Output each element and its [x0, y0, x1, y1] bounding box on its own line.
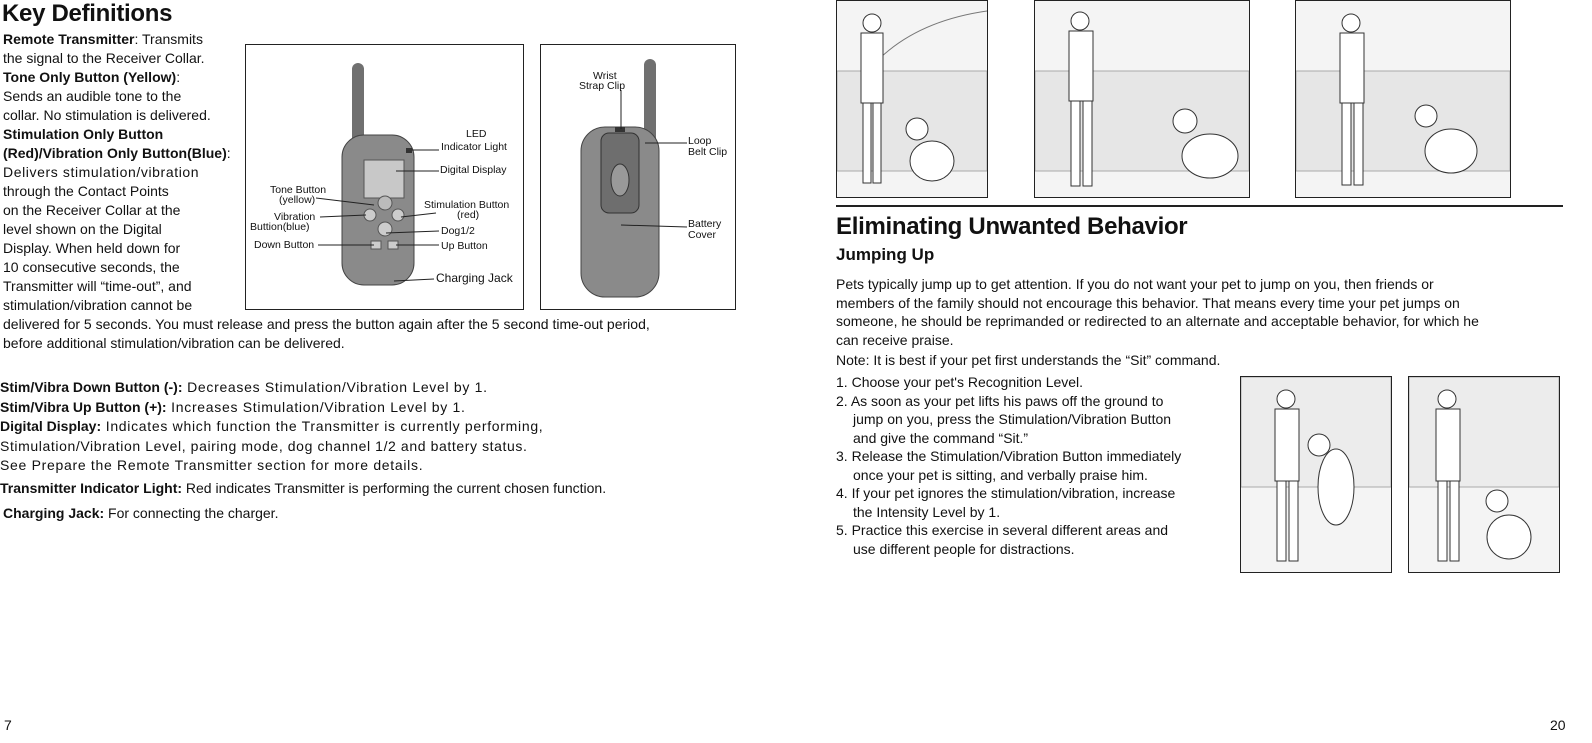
down-button-desc: Decreases Stimulation/Vibration Level by 1. [182, 379, 488, 395]
digital-display-desc-3: See Prepare the Remote Transmitter section for more details. [0, 457, 424, 473]
stim-line: on the Receiver Collar at the [3, 202, 181, 218]
steps-list [836, 373, 1231, 558]
label-strap-clip: Strap Clip [579, 80, 626, 92]
stim-line: Transmitter will “time-out”, and [3, 278, 192, 294]
label-dog: Dog1/2 [441, 225, 475, 237]
intro-paragraph [836, 275, 1576, 349]
charging-jack-label: Charging Jack: [3, 505, 105, 521]
digital-display-label: Digital Display: [0, 418, 102, 434]
stim-line: level shown on the Digital [3, 221, 162, 237]
label-belt-clip: Belt Clip [688, 146, 728, 158]
label-tone-yellow: (yellow) [279, 194, 316, 206]
list-item: 5. Practice this exercise in several different areas and use different people for distractions. [836, 522, 1169, 557]
illustration-man-dog-1 [836, 0, 988, 198]
digital-display-desc-2: Stimulation/Vibration Level, pairing mode, dog channel 1/2 and battery status. [0, 437, 528, 454]
label-tone-button: Tone Button [270, 184, 327, 196]
label-charging-jack: Charging Jack [436, 271, 513, 285]
stim-button-label-2: (Red)/Vibration Only Button(Blue) [3, 145, 227, 161]
transmitter-front-diagram [245, 44, 524, 310]
label-cover: Cover [688, 229, 717, 241]
remote-back-illustration [541, 45, 734, 308]
illustration-dog-jumping [1240, 376, 1392, 573]
label-digital-display: Digital Display [440, 164, 507, 176]
illustration-dog-sitting [1408, 376, 1560, 573]
label-down-button: Down Button [254, 239, 315, 251]
indicator-light-label: Transmitter Indicator Light: [0, 479, 183, 496]
stim-line: Display. When held down for [3, 240, 181, 256]
note: Note: It is best if your pet first understands the “Sit” command. [836, 352, 1221, 368]
label-vibration: Vibration [274, 211, 316, 223]
list-item: 1. Choose your pet's Recognition Level. [836, 374, 1084, 390]
section-subtitle: Jumping Up [836, 245, 935, 264]
page-title: Key Definitions [2, 0, 173, 27]
up-button-desc: Increases Stimulation/Vibration Level by 1. [166, 398, 466, 415]
list-item: 2. As soon as your pet lifts his paws off the ground to jump on you, press the Stimulation/Vibration Button and give the command “Sit.” [836, 392, 1172, 446]
up-button-label: Stim/Vibra Up Button (+): [0, 398, 167, 415]
label-led: LED [466, 128, 487, 140]
illustration-man-dog-3 [1295, 0, 1511, 198]
paragraph-line: can receive praise. [836, 331, 954, 348]
label-indicator-light: Indicator Light [441, 141, 507, 153]
indicator-light-desc: Red indicates Transmitter is performing the current chosen function. [182, 479, 607, 496]
stim-line: stimulation/vibration cannot be [3, 297, 193, 313]
paragraph-line: someone, he should be reprimanded or redirected to an alternate and acceptable behavior, for which he [836, 313, 1479, 329]
remote-front-illustration [246, 45, 522, 308]
paragraph-line: members of the family should not encourage this behavior. That means every time your pet jumps on [836, 294, 1460, 311]
label-loop: Loop [688, 135, 712, 147]
digital-display-desc: Indicates which function the Transmitter is currently performing, [101, 418, 544, 434]
remote-transmitter-label: Remote Transmitter [3, 31, 135, 47]
label-battery: Battery [688, 218, 722, 230]
section-divider [836, 205, 1563, 207]
section-title: Eliminating Unwanted Behavior [836, 213, 1188, 240]
page-number-left: 7 [4, 717, 12, 733]
stim-line: delivered for 5 seconds. You must release and press the button again after the 5 second time-out period, [3, 316, 650, 332]
label-stim-red: (red) [457, 209, 480, 221]
charging-jack-desc: For connecting the charger. [104, 505, 279, 521]
label-up-button: Up Button [441, 240, 488, 252]
stim-line: 10 consecutive seconds, the [3, 259, 180, 275]
label-vibration-blue: Buttion(blue) [250, 221, 310, 233]
label-stim-button: Stimulation Button [424, 199, 510, 211]
down-button-label: Stim/Vibra Down Button (-): [0, 379, 183, 395]
tone-desc-2: collar. No stimulation is delivered. [3, 107, 211, 123]
list-item: 4. If your pet ignores the stimulation/vibration, increase the Intensity Level by 1. [836, 485, 1176, 520]
stim-line: before additional stimulation/vibration can be delivered. [3, 335, 345, 351]
remote-transmitter-desc-2: the signal to the Receiver Collar. [3, 50, 205, 66]
button-definitions [0, 378, 790, 524]
page-number-right: 20 [1550, 717, 1566, 733]
paragraph-line: Pets typically jump up to get attention. If you do not want your pet to jump on you, then friends or [836, 276, 1434, 292]
definitions-column: Remote Transmitter: Transmits the signal to the Receiver Collar. Tone Only Button (Yellow): Sends an audible tone to the collar. No stimulation is delivered. Stimulation Only Button (Red)/Vibration Only Button(Blue): Delivers stimulation/vibration through the Contact Points on the Receiver Collar at the level shown on the Digital Display. When held down for 10 consecutive seconds, the Transmitter will “time-out”, and stimulation/vibration cannot be [3, 30, 243, 315]
stim-line: Delivers stimulation/vibration [3, 164, 200, 180]
label-wrist: Wrist [593, 70, 617, 82]
stim-button-label-1: Stimulation Only Button [3, 126, 164, 142]
tone-desc-1: Sends an audible tone to the [3, 88, 182, 104]
illustration-man-dog-2 [1034, 0, 1250, 198]
tone-button-label: Tone Only Button (Yellow) [3, 69, 177, 85]
stim-continuation [3, 315, 763, 353]
transmitter-back-diagram [540, 44, 736, 310]
list-item: 3. Release the Stimulation/Vibration Button immediately once your pet is sitting, and verbally praise him. [836, 448, 1182, 483]
remote-transmitter-desc: : Transmits [134, 31, 203, 47]
stim-line: through the Contact Points [3, 183, 169, 199]
